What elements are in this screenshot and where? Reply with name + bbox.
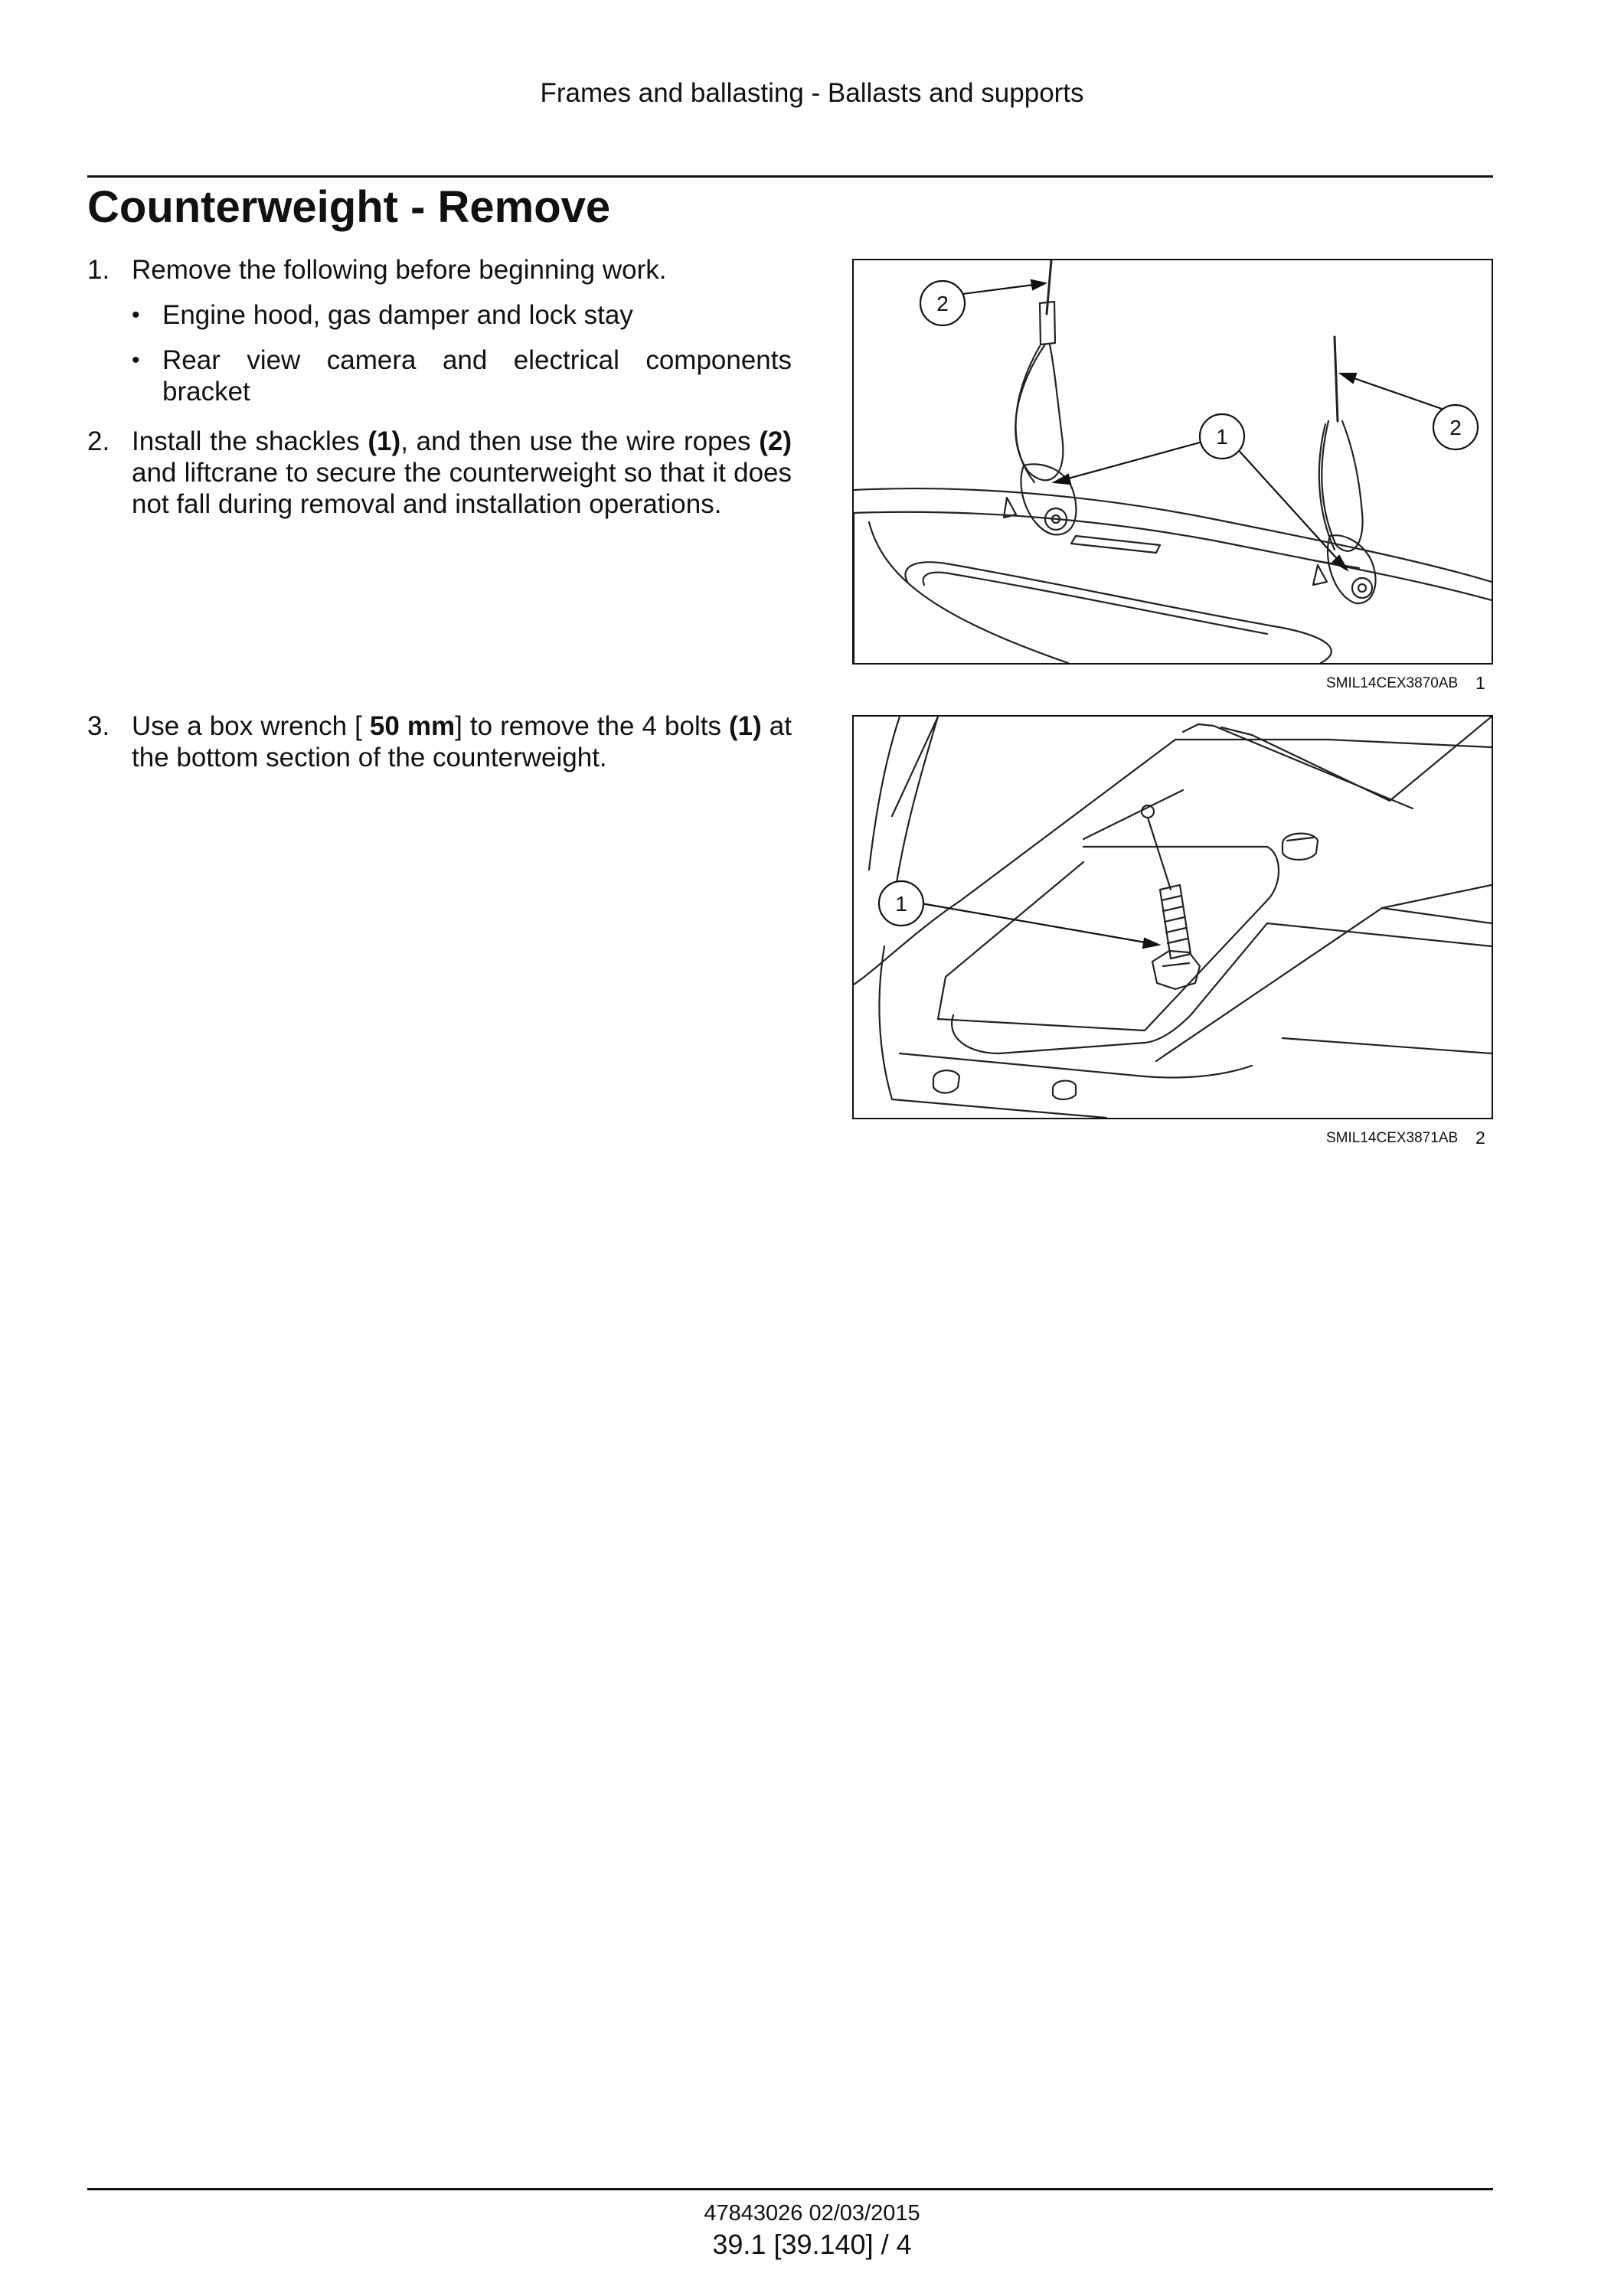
page-title: Counterweight - Remove — [87, 182, 611, 232]
callout-label: 2 — [1449, 416, 1462, 439]
figure-1-shackles-ropes — [852, 259, 1493, 665]
bullet-text: Engine hood, gas damper and lock stay — [162, 300, 633, 330]
figure-2-bolts — [852, 715, 1493, 1119]
bullet-line: bracket — [162, 377, 250, 407]
footer-page-number: 39.1 [39.140] / 4 — [712, 2229, 912, 2260]
bullet-word: electrical — [513, 345, 619, 375]
bullet-word: Rear — [162, 345, 221, 375]
header-rule — [87, 175, 1493, 178]
step-text-run: Install the shackles — [132, 426, 368, 456]
step-text-run: , and then use the wire ropes — [400, 426, 760, 456]
step-1 — [87, 254, 792, 286]
figure-1-number: 1 — [1475, 673, 1485, 693]
step-text-run: ] to remove the 4 bolts — [455, 711, 729, 741]
step-text-run: Use a box wrench [ — [132, 711, 370, 741]
bullet-word: and — [442, 345, 488, 375]
step-number: 2. — [87, 426, 110, 456]
tool-size: 50 mm — [369, 711, 456, 741]
step-text-run: and liftcrane to secure the counterweight so that it does not fall during removal and installation operations. — [132, 458, 792, 519]
bullet-item — [132, 299, 792, 331]
step-text — [132, 710, 792, 773]
callout-1-icon — [1200, 414, 1244, 459]
callout-label: 2 — [936, 292, 949, 315]
step-text-run: at the bottom section of the counterweight. — [132, 711, 792, 772]
counterweight-lifting-illustration — [854, 260, 1492, 663]
callout-ref: (1) — [728, 711, 762, 741]
counterweight-bottom-bolts-illustration — [854, 717, 1492, 1118]
footer-doc-code: 47843026 02/03/2015 — [704, 2201, 920, 2226]
callout-ref: (1) — [368, 426, 401, 456]
callout-2-upper-icon — [920, 281, 965, 325]
step-text: Remove the following before beginning work. — [132, 255, 667, 285]
footer-rule — [87, 2188, 1493, 2190]
callout-label: 1 — [895, 892, 907, 916]
callout-2-right-icon — [1433, 405, 1478, 449]
callout-1-icon — [879, 881, 923, 926]
bullet-dot-icon: • — [132, 302, 140, 328]
step-number: 3. — [87, 711, 110, 741]
running-header: Frames and ballasting - Ballasts and supports — [540, 78, 1084, 108]
step-2 — [87, 426, 792, 520]
bullet-word: view — [247, 345, 301, 375]
callout-label: 1 — [1216, 425, 1228, 449]
bullet-line-justified — [162, 345, 792, 376]
bullet-text — [162, 345, 792, 407]
callout-ref: (2) — [759, 426, 792, 456]
figure-2-number: 2 — [1475, 1128, 1485, 1148]
step-text — [132, 426, 792, 520]
step-number: 1. — [87, 255, 110, 285]
bullet-word: camera — [326, 345, 417, 375]
step-3 — [87, 710, 792, 773]
bullet-word: components — [645, 345, 792, 375]
bullet-item — [132, 345, 792, 407]
figure-1-code: SMIL14CEX3870AB — [1326, 675, 1459, 691]
figure-2-code: SMIL14CEX3871AB — [1326, 1130, 1459, 1146]
bullet-dot-icon: • — [132, 348, 140, 373]
